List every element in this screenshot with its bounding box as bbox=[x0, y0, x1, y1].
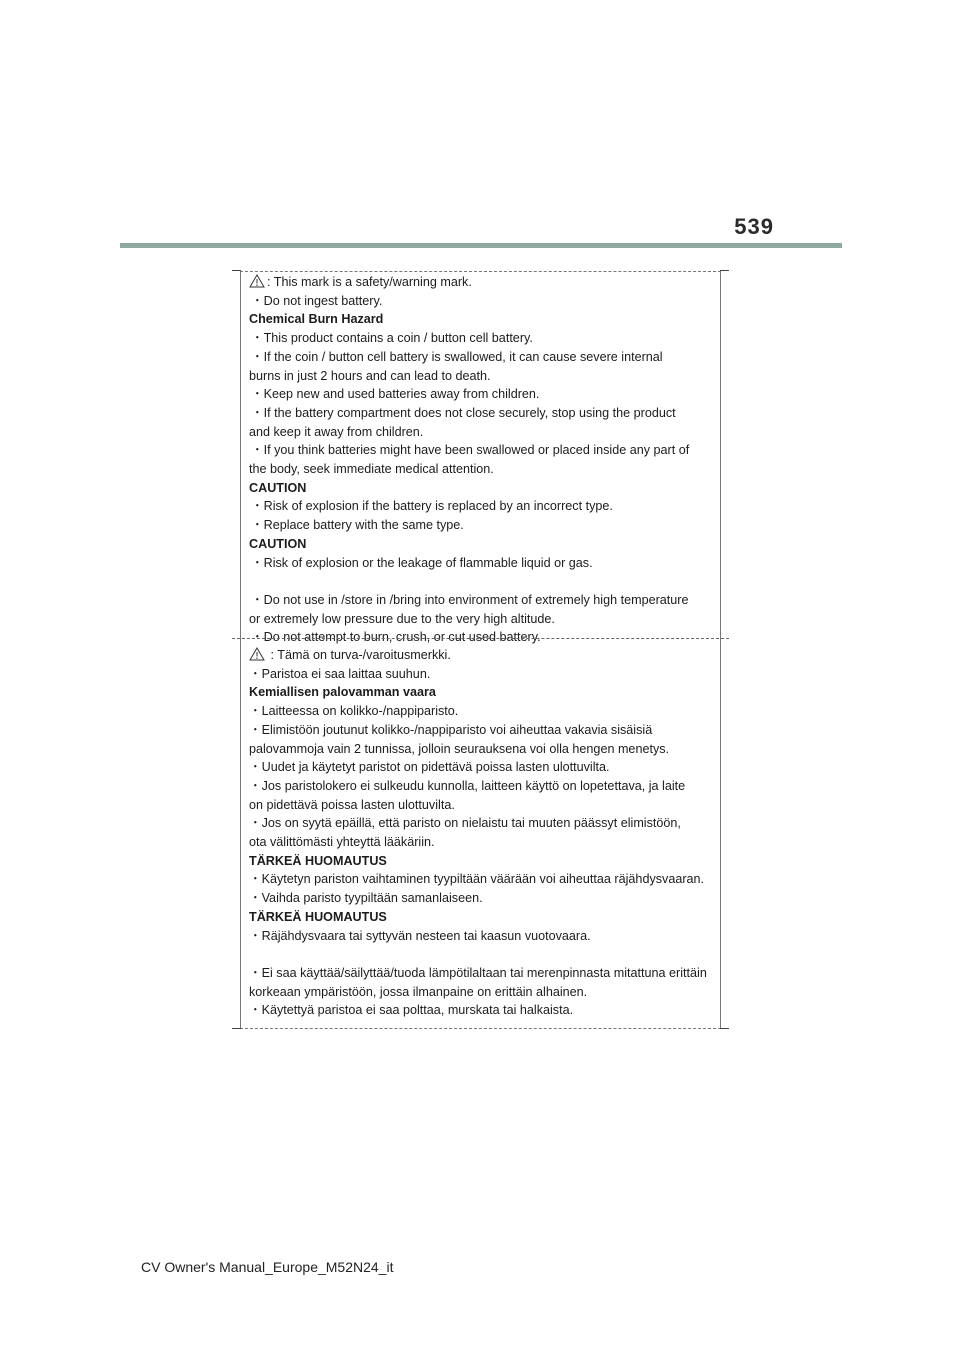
swallowed-warning-line-1: ・If the coin / button cell battery is swallowed, it can cause severe internal bbox=[251, 349, 663, 364]
environment-warning-line-2: korkeaan ympäristöön, jossa ilmanpaine on erittäin alhainen. bbox=[249, 984, 588, 999]
incorrect-type-warning: ・Risk of explosion if the battery is replaced by an incorrect type. bbox=[251, 499, 613, 514]
warning-triangle-icon bbox=[249, 274, 265, 288]
compartment-warning-line-1: ・If the battery compartment does not close securely, stop using the product bbox=[251, 405, 676, 420]
medical-attention-line-2: ota välittömästi yhteyttä lääkäriin. bbox=[249, 835, 435, 850]
corner-tick bbox=[232, 270, 241, 271]
document-footer: CV Owner's Manual_Europe_M52N24_it bbox=[141, 1259, 394, 1275]
spacer bbox=[249, 945, 719, 964]
coin-battery-notice: ・This product contains a coin / button cell battery. bbox=[251, 331, 533, 346]
environment-warning-line-1: ・Ei saa käyttää/säilyttää/tuoda lämpötilaltaan tai merenpinnasta mitattuna erittäin bbox=[249, 965, 707, 980]
warning-mark-text: : This mark is a safety/warning mark. bbox=[267, 275, 472, 289]
leakage-warning: ・Räjähdysvaara tai syttyvän nesteen tai kaasun vuotovaara. bbox=[249, 928, 591, 943]
caution-heading: TÄRKEÄ HUOMAUTUS bbox=[249, 909, 387, 924]
burn-warning: ・Do not attempt to burn, crush, or cut used battery. bbox=[251, 630, 541, 645]
swallowed-warning-line-1: ・Elimistöön joutunut kolikko-/nappiparisto voi aiheuttaa vakavia sisäisiä bbox=[249, 722, 653, 737]
coin-battery-notice: ・Laitteessa on kolikko-/nappiparisto. bbox=[249, 704, 459, 719]
swallowed-warning-line-2: burns in just 2 hours and can lead to death. bbox=[249, 368, 491, 383]
warning-mark-line bbox=[249, 646, 719, 665]
burn-warning: ・Käytettyä paristoa ei saa polttaa, murskata tai halkaista. bbox=[249, 1003, 574, 1018]
incorrect-type-warning: ・Käytetyn pariston vaihtaminen tyypiltään väärään voi aiheuttaa räjähdysvaaran. bbox=[249, 872, 705, 887]
compartment-warning-line-2: on pidettävä poissa lasten ulottuvilta. bbox=[249, 797, 455, 812]
medical-attention-line-1: ・If you think batteries might have been swallowed or placed inside any part of bbox=[251, 443, 690, 458]
keep-away-warning: ・Keep new and used batteries away from children. bbox=[251, 387, 540, 402]
warning-triangle-icon bbox=[249, 647, 265, 661]
replace-same-type: ・Replace battery with the same type. bbox=[251, 518, 464, 533]
corner-tick bbox=[720, 1028, 729, 1029]
leakage-warning: ・Risk of explosion or the leakage of flammable liquid or gas. bbox=[251, 555, 593, 570]
english-warning-section bbox=[249, 273, 719, 647]
caution-heading: CAUTION bbox=[249, 480, 307, 495]
replace-same-type: ・Vaihda paristo tyypiltään samanlaiseen. bbox=[249, 891, 483, 906]
environment-warning-line-2: or extremely low pressure due to the very high altitude. bbox=[249, 611, 555, 626]
swallowed-warning-line-2: palovammoja vain 2 tunnissa, jolloin seurauksena voi olla hengen menetys. bbox=[249, 741, 670, 756]
warning-mark-line bbox=[249, 273, 719, 292]
hazard-title: Kemiallisen palovamman vaara bbox=[249, 685, 436, 700]
ingest-warning: ・Do not ingest battery. bbox=[251, 293, 383, 308]
finnish-warning-section bbox=[249, 646, 719, 1020]
caution-heading: CAUTION bbox=[249, 536, 307, 551]
compartment-warning-line-1: ・Jos paristolokero ei sulkeudu kunnolla, laitteen käyttö on lopetettava, ja laite bbox=[249, 778, 686, 793]
compartment-warning-line-2: and keep it away from children. bbox=[249, 424, 424, 439]
page-number: 539 bbox=[734, 214, 774, 239]
keep-away-warning: ・Uudet ja käytetyt paristot on pidettävä poissa lasten ulottuvilta. bbox=[249, 760, 610, 775]
corner-tick bbox=[720, 270, 729, 271]
header-rule bbox=[120, 243, 842, 248]
warning-mark-text: : Tämä on turva-/varoitusmerkki. bbox=[267, 648, 451, 662]
hazard-title: Chemical Burn Hazard bbox=[249, 312, 384, 327]
corner-tick bbox=[232, 1028, 241, 1029]
ingest-warning: ・Paristoa ei saa laittaa suuhun. bbox=[249, 666, 431, 681]
spacer bbox=[249, 572, 719, 591]
caution-heading: TÄRKEÄ HUOMAUTUS bbox=[249, 853, 387, 868]
language-divider bbox=[232, 638, 729, 639]
medical-attention-line-1: ・Jos on syytä epäillä, että paristo on nielaistu tai muuten päässyt elimistöön, bbox=[249, 816, 681, 831]
environment-warning-line-1: ・Do not use in /store in /bring into environment of extremely high temperature bbox=[251, 592, 689, 607]
medical-attention-line-2: the body, seek immediate medical attention. bbox=[249, 462, 494, 477]
